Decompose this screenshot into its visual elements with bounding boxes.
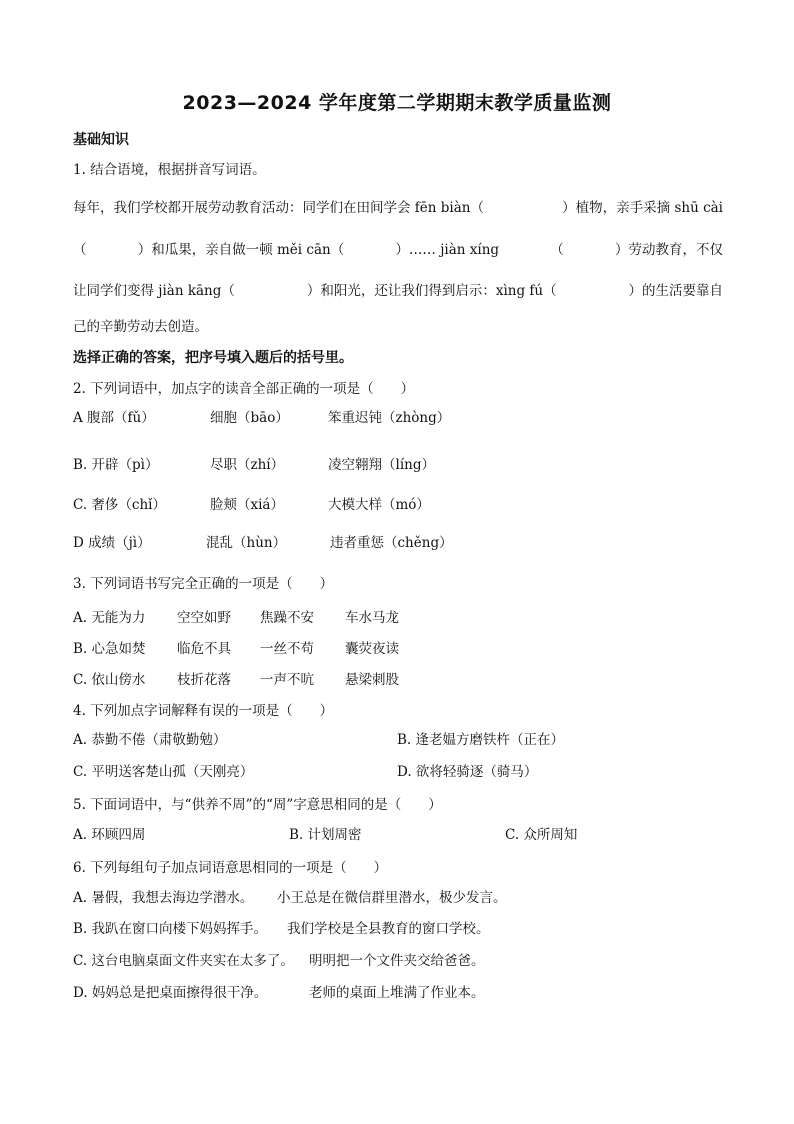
q1-line-3: [73, 281, 723, 301]
q1-line2-part4: （: [550, 242, 564, 258]
q1-line2-part1: （: [73, 242, 87, 258]
q6-option-c-1: C. 这台电脑桌面文件夹实在太多了。: [73, 953, 294, 969]
q1-line1-part1: 每年，我们学校都开展劳动教育活动：同学们在田间学会 fēn biàn（: [73, 200, 484, 216]
q3-option-c-2: 枝折花落: [177, 672, 231, 688]
q2-option-d-2: 混乱（hùn）: [206, 535, 287, 551]
q2-option-c-3: 大模大样（mó）: [328, 497, 430, 513]
q1-line3-part1: 让同学们变得 jiàn kāng（: [73, 283, 235, 299]
q2-option-c-2: 脸颊（xiá）: [210, 497, 284, 513]
q2-option-a-1: A 腹部（fǔ）: [73, 410, 155, 426]
q5-option-b: B. 计划周密: [289, 827, 362, 843]
q6-option-b-1: B. 我趴在窗口向楼下妈妈挥手。: [73, 921, 268, 937]
q3-stem: 3. 下列词语书写完全正确的一项是（ ）: [73, 576, 334, 592]
q6-option-d-2: 老师的桌面上堆满了作业本。: [309, 985, 485, 1001]
q5-option-a: A. 环顾四周: [73, 827, 146, 843]
q1-line-1: [73, 198, 723, 218]
q3-option-b-1: B. 心急如焚: [73, 641, 146, 657]
q3-option-b-4: 囊荧夜读: [345, 641, 399, 657]
q4-option-d: D. 欲将轻骑逐（骑马）: [397, 764, 538, 780]
q2-option-a-3: 笨重迟钝（zhòng）: [328, 410, 451, 426]
q3-option-c-4: 悬梁刺股: [345, 672, 399, 688]
q1-line2-part2: ）和瓜果，亲自做一顿 měi cān（: [137, 242, 345, 258]
q4-option-a: A. 恭勤不倦（肃敬勤勉）: [73, 732, 227, 748]
q5-stem: 5. 下面词语中，与“供养不周”的“周”字意思相同的是（ ）: [73, 797, 442, 813]
q3-option-a-1: A. 无能为力: [73, 610, 146, 626]
q2-option-b-2: 尽职（zhí）: [210, 457, 285, 473]
q6-option-c-2: 明明把一个文件夹交给爸爸。: [309, 953, 485, 969]
q3-option-b-2: 临危不具: [177, 641, 231, 657]
q6-stem: 6. 下列每组句子加点词语意思相同的一项是（ ）: [73, 860, 388, 876]
q4-stem: 4. 下列加点字词解释有误的一项是（ ）: [73, 703, 334, 719]
q3-option-a-2: 空空如野: [177, 610, 231, 626]
q4-option-b: B. 逢老媪方磨铁杵（正在）: [397, 732, 565, 748]
q2-option-b-3: 凌空翱翔（líng）: [328, 457, 435, 473]
q1-line-4: 己的辛勤劳动去创造。: [73, 319, 208, 335]
q1-line-2: [73, 240, 723, 260]
q1-line2-part3: ）…… jiàn xíng: [395, 242, 500, 258]
q2-option-d-1: D 成绩（jì）: [73, 535, 151, 551]
q3-option-c-1: C. 依山傍水: [73, 672, 146, 688]
q3-option-a-4: 车水马龙: [345, 610, 399, 626]
q2-option-b-1: B. 开辟（pì）: [73, 457, 159, 473]
q1-stem: 1. 结合语境，根据拼音写词语。: [73, 162, 266, 178]
q6-option-d-1: D. 妈妈总是把桌面擦得很干净。: [73, 985, 268, 1001]
q1-line3-part3: ）的生活要靠自: [628, 283, 723, 299]
q3-option-c-3: 一声不吭: [260, 672, 314, 688]
section-heading-choice: 选择正确的答案，把序号填入题后的括号里。: [73, 350, 353, 366]
q4-option-c: C. 平明送客楚山孤（天刚亮）: [73, 764, 254, 780]
page-title: 2023—2024 学年度第二学期期末教学质量监测: [182, 92, 612, 114]
q2-option-c-1: C. 奢侈（chǐ）: [73, 497, 167, 513]
q3-option-a-3: 焦躁不安: [260, 610, 314, 626]
q1-line3-part2: ）和阳光，还让我们得到启示：xìng fú（: [306, 283, 557, 299]
q5-option-c: C. 众所周知: [505, 827, 578, 843]
q6-option-a-1: A. 暑假，我想去海边学潜水。: [73, 890, 254, 906]
q6-option-b-2: 我们学校是全县教育的窗口学校。: [287, 921, 490, 937]
q3-option-b-3: 一丝不苟: [260, 641, 314, 657]
q6-option-a-2: 小王总是在微信群里潜水，极少发言。: [277, 890, 507, 906]
q1-line1-part2: ）植物，亲手采摘 shū cài: [562, 200, 723, 216]
q2-option-a-2: 细胞（bāo）: [210, 410, 289, 426]
q2-option-d-3: 违者重惩（chěng）: [330, 535, 453, 551]
section-heading-basics: 基础知识: [73, 132, 129, 148]
q1-line2-part5: ）劳动教育，不仅: [614, 242, 723, 258]
q2-stem: 2. 下列词语中，加点字的读音全部正确的一项是（ ）: [73, 381, 415, 397]
